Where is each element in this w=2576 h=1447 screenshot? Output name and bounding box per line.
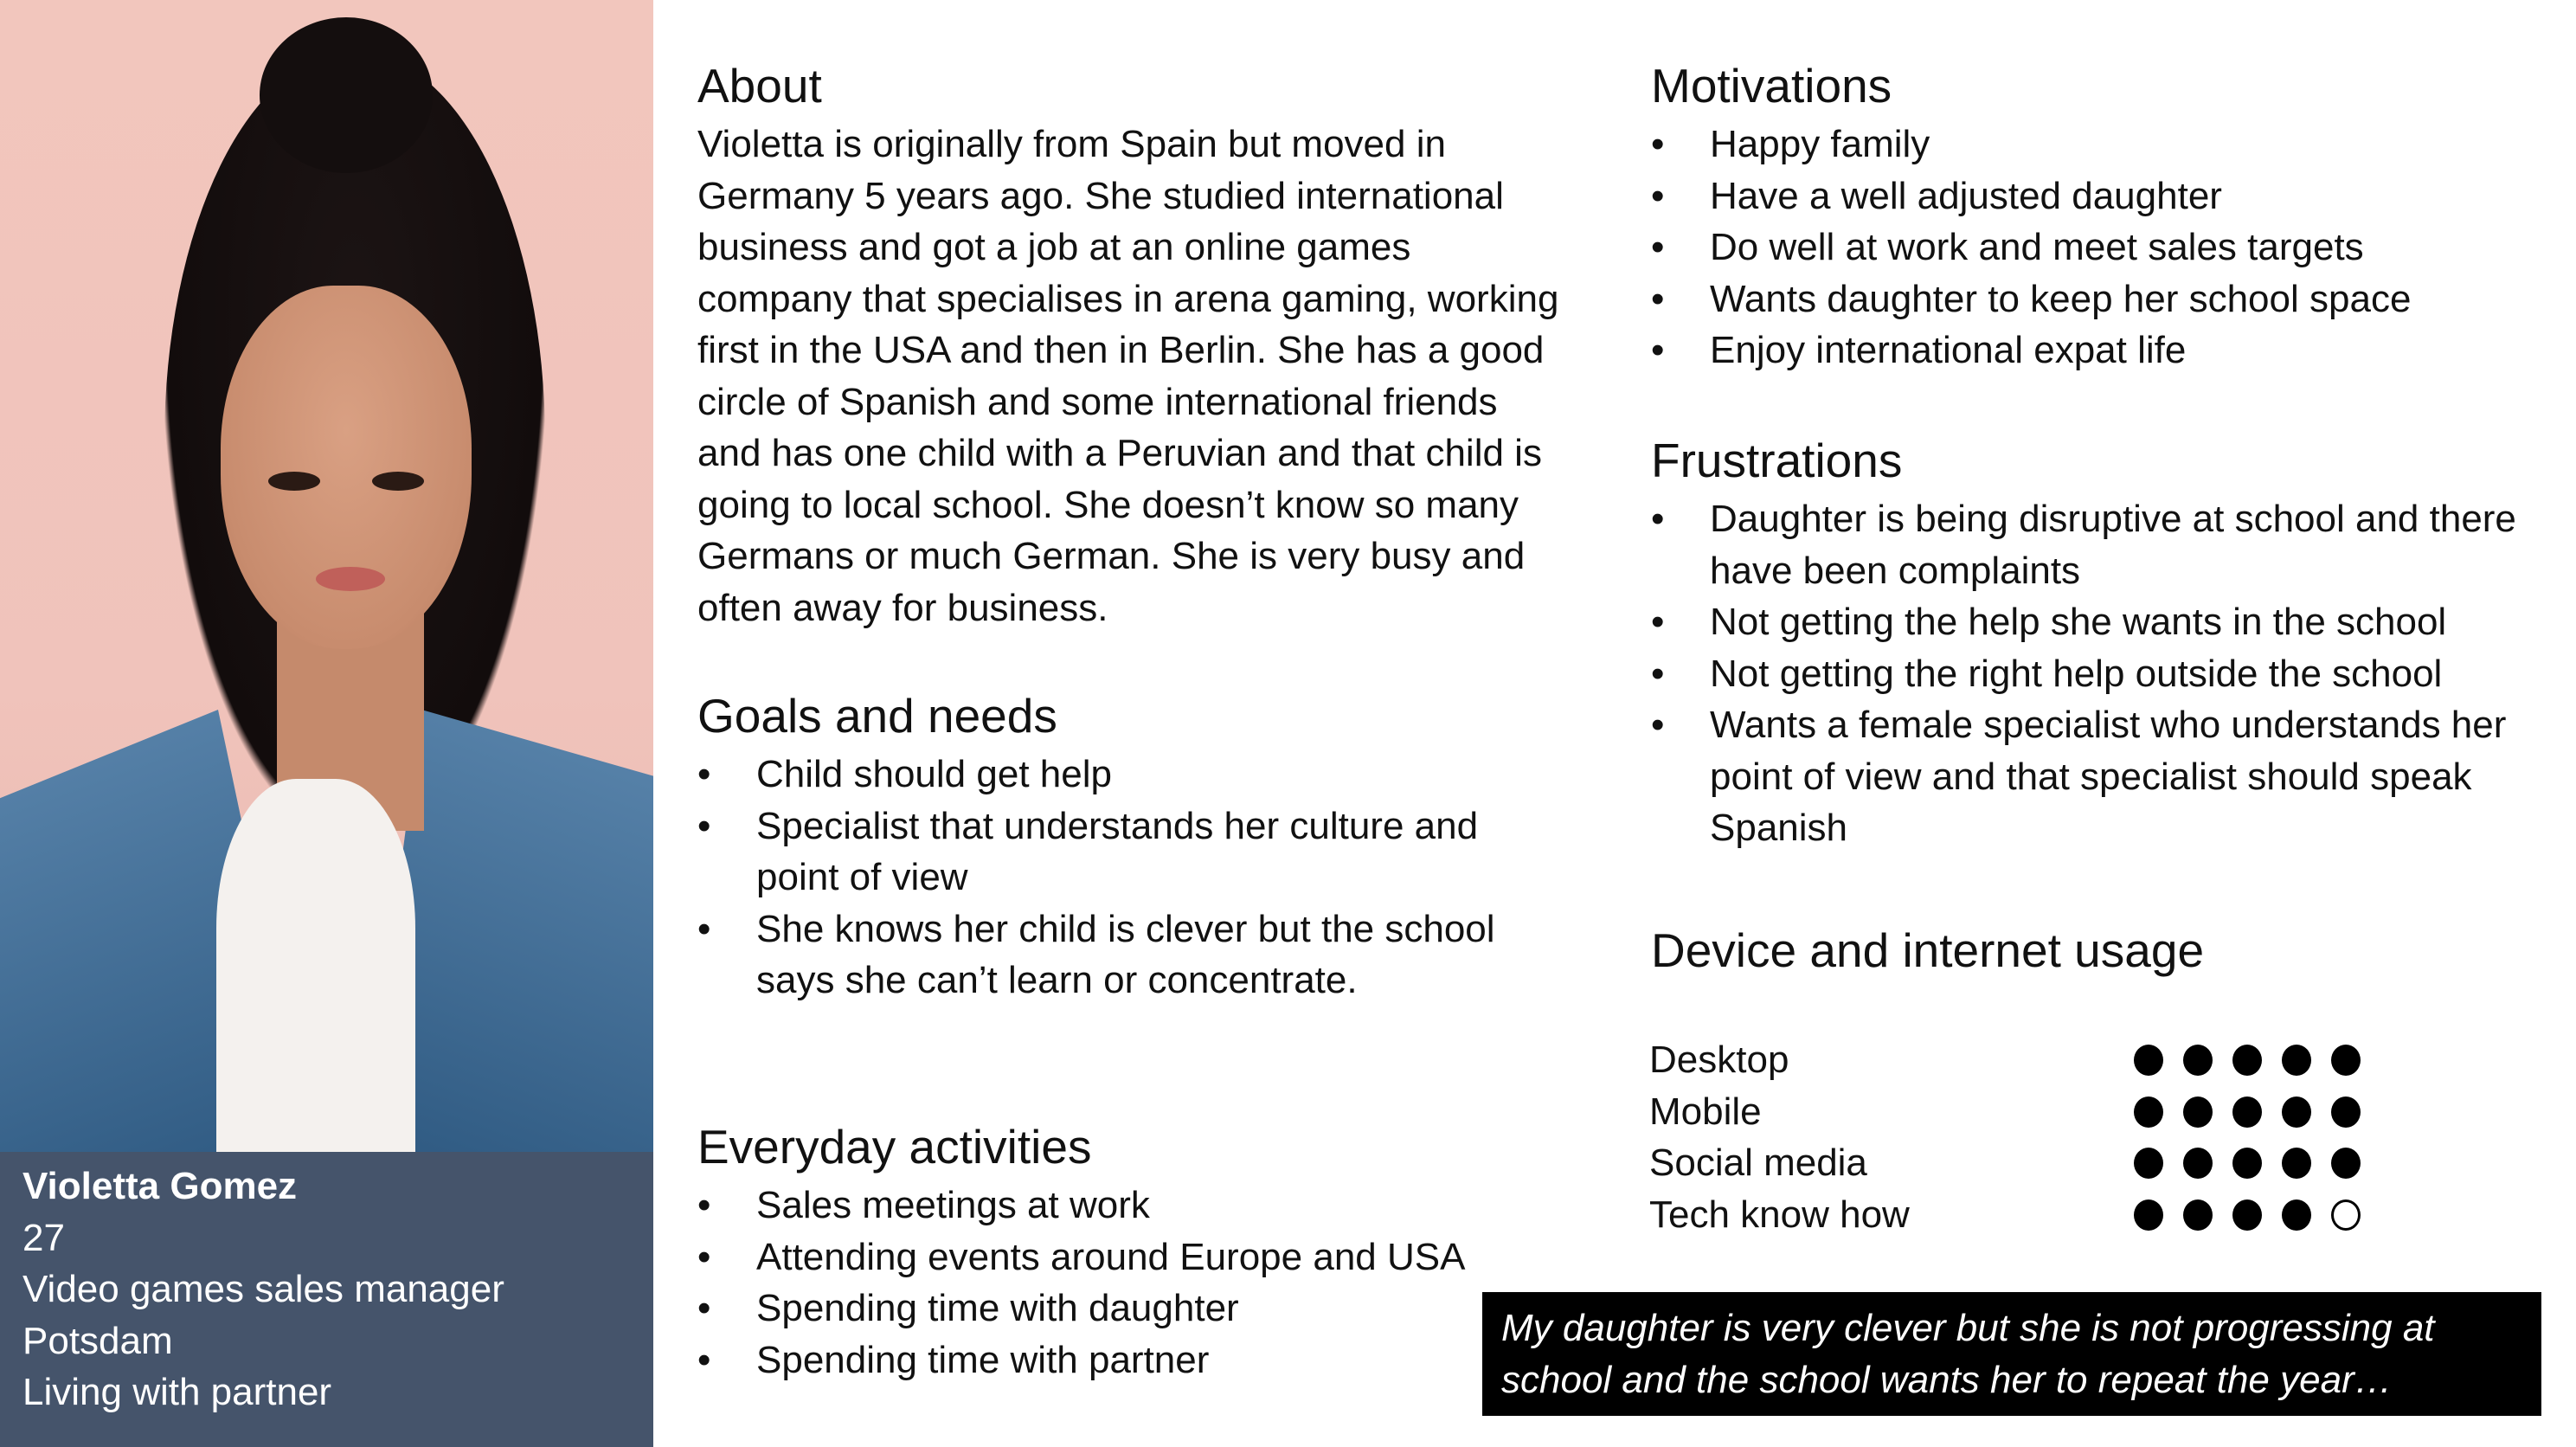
list-item-text: Specialist that understands her culture and point of view	[756, 804, 1479, 898]
goals-heading: Goals and needs	[697, 689, 1057, 743]
list-item-text: Daughter is being disruptive at school and there have been complaints	[1710, 498, 2516, 592]
about-line: business and got a job at an online games	[697, 226, 1411, 268]
frustrations-list	[1651, 493, 2551, 854]
quote-line: My daughter is very clever but she is not progressing at	[1501, 1307, 2435, 1349]
bullet-icon: •	[697, 907, 711, 950]
rating-dots	[2134, 1148, 2361, 1179]
list-item-text: Sales meetings at work	[756, 1184, 1150, 1226]
filled-dot-icon	[2232, 1199, 2262, 1231]
bullet-icon: •	[1651, 652, 1665, 695]
filled-dot-icon	[2183, 1097, 2213, 1128]
list-item-text: Enjoy international expat life	[1710, 329, 2187, 371]
activities-heading: Everyday activities	[697, 1120, 1092, 1174]
persona-photo	[0, 0, 653, 1152]
about-text	[697, 119, 1606, 633]
filled-dot-icon	[2134, 1148, 2163, 1179]
bullet-icon: •	[697, 1287, 711, 1329]
persona-name: Violetta Gomez	[22, 1165, 298, 1207]
list-item-text: Wants a female specialist who understands her point of view and that specialist should speak Spanish	[1710, 704, 2507, 849]
bullet-icon: •	[1651, 704, 1665, 746]
list-item	[1651, 596, 2551, 648]
about-line: often away for business.	[697, 586, 1108, 629]
about-line: going to local school. She doesn’t know so many	[697, 483, 1519, 526]
list-item	[1651, 273, 2551, 325]
filled-dot-icon	[2183, 1199, 2213, 1231]
filled-dot-icon	[2282, 1097, 2311, 1128]
list-item	[697, 1334, 1563, 1386]
photo-face	[221, 286, 472, 649]
persona-location: Potsdam	[22, 1319, 173, 1362]
device-row	[1649, 1086, 2342, 1138]
empty-dot-icon	[2331, 1199, 2361, 1231]
device-label: Social media	[1649, 1142, 1867, 1184]
bullet-icon: •	[1651, 277, 1665, 320]
photo-eye	[268, 472, 320, 491]
list-item	[1651, 648, 2551, 700]
list-item	[697, 801, 1563, 904]
device-label: Desktop	[1649, 1039, 1789, 1081]
persona-job: Video games sales manager	[22, 1268, 504, 1310]
bullet-icon: •	[1651, 498, 1665, 540]
list-item-text: Have a well adjusted daughter	[1710, 174, 2222, 217]
activities-section	[697, 1119, 1563, 1386]
filled-dot-icon	[2282, 1199, 2311, 1231]
activities-list	[697, 1180, 1563, 1386]
device-label: Tech know how	[1649, 1193, 1910, 1236]
list-item	[1651, 699, 2551, 854]
rating-dots	[2134, 1199, 2361, 1231]
quote-line: school and the school wants her to repeat the year…	[1501, 1358, 2393, 1401]
rating-dots	[2134, 1045, 2361, 1076]
device-usage-ratings	[1649, 1034, 2342, 1240]
frustrations-heading: Frustrations	[1651, 434, 1903, 487]
list-item	[1651, 493, 2551, 596]
goals-list	[697, 749, 1563, 1006]
bullet-icon: •	[697, 753, 711, 795]
motivations-list	[1651, 119, 2551, 376]
device-row	[1649, 1189, 2342, 1241]
list-item	[1651, 119, 2551, 170]
filled-dot-icon	[2183, 1045, 2213, 1076]
photo-lips	[316, 567, 385, 591]
about-line: first in the USA and then in Berlin. She has a good	[697, 329, 1545, 371]
rating-dots	[2134, 1097, 2361, 1128]
bullet-icon: •	[1651, 601, 1665, 643]
filled-dot-icon	[2232, 1148, 2262, 1179]
list-item	[697, 1283, 1563, 1334]
bullet-icon: •	[1651, 329, 1665, 371]
photo-shirt	[216, 779, 415, 1152]
quote-box	[1482, 1292, 2541, 1416]
bullet-icon: •	[1651, 123, 1665, 165]
bullet-icon: •	[1651, 226, 1665, 268]
list-item	[1651, 170, 2551, 222]
device-label: Mobile	[1649, 1090, 1762, 1133]
list-item-text: Spending time with partner	[756, 1338, 1210, 1381]
list-item-text: Not getting the help she wants in the school	[1710, 601, 2447, 643]
filled-dot-icon	[2331, 1045, 2361, 1076]
about-line: company that specialises in arena gaming, working	[697, 277, 1559, 320]
goals-section	[697, 688, 1563, 1006]
list-item	[1651, 222, 2551, 273]
persona-age: 27	[22, 1216, 65, 1259]
device-row	[1649, 1034, 2342, 1086]
bullet-icon: •	[697, 804, 711, 847]
list-item-text: Wants daughter to keep her school space	[1710, 277, 2412, 320]
list-item	[697, 749, 1563, 801]
persona-living: Living with partner	[22, 1371, 332, 1413]
about-section	[697, 58, 1606, 633]
list-item	[697, 1180, 1563, 1232]
list-item-text: Not getting the right help outside the school	[1710, 652, 2443, 695]
device-section	[1651, 923, 2204, 978]
device-heading: Device and internet usage	[1651, 923, 2205, 977]
list-item	[1651, 325, 2551, 376]
about-line: Violetta is originally from Spain but moved in	[697, 123, 1446, 165]
about-line: and has one child with a Peruvian and that child is	[697, 432, 1542, 474]
list-item-text: Do well at work and meet sales targets	[1710, 226, 2364, 268]
about-line: Germans or much German. She is very busy and	[697, 535, 1526, 577]
about-heading: About	[697, 59, 822, 113]
bullet-icon: •	[697, 1338, 711, 1381]
list-item-text: Spending time with daughter	[756, 1287, 1239, 1329]
filled-dot-icon	[2183, 1148, 2213, 1179]
motivations-section	[1651, 58, 2551, 376]
device-row	[1649, 1137, 2342, 1189]
filled-dot-icon	[2232, 1097, 2262, 1128]
list-item-text: Child should get help	[756, 753, 1112, 795]
bullet-icon: •	[1651, 174, 1665, 217]
filled-dot-icon	[2134, 1045, 2163, 1076]
photo-hair-bun	[260, 17, 433, 173]
filled-dot-icon	[2331, 1097, 2361, 1128]
persona-info-panel	[0, 1152, 653, 1447]
filled-dot-icon	[2134, 1097, 2163, 1128]
list-item-text: Happy family	[1710, 123, 1930, 165]
filled-dot-icon	[2134, 1199, 2163, 1231]
list-item-text: Attending events around Europe and USA	[756, 1235, 1466, 1278]
filled-dot-icon	[2331, 1148, 2361, 1179]
photo-eye	[372, 472, 424, 491]
list-item	[697, 904, 1563, 1006]
about-line: Germany 5 years ago. She studied international	[697, 174, 1504, 217]
bullet-icon: •	[697, 1184, 711, 1226]
filled-dot-icon	[2282, 1148, 2311, 1179]
filled-dot-icon	[2282, 1045, 2311, 1076]
motivations-heading: Motivations	[1651, 59, 1892, 113]
frustrations-section	[1651, 433, 2551, 854]
list-item-text: She knows her child is clever but the school says she can’t learn or concentrate.	[756, 907, 1495, 1001]
list-item	[697, 1232, 1563, 1283]
about-line: circle of Spanish and some international friends	[697, 380, 1498, 423]
bullet-icon: •	[697, 1235, 711, 1278]
filled-dot-icon	[2232, 1045, 2262, 1076]
